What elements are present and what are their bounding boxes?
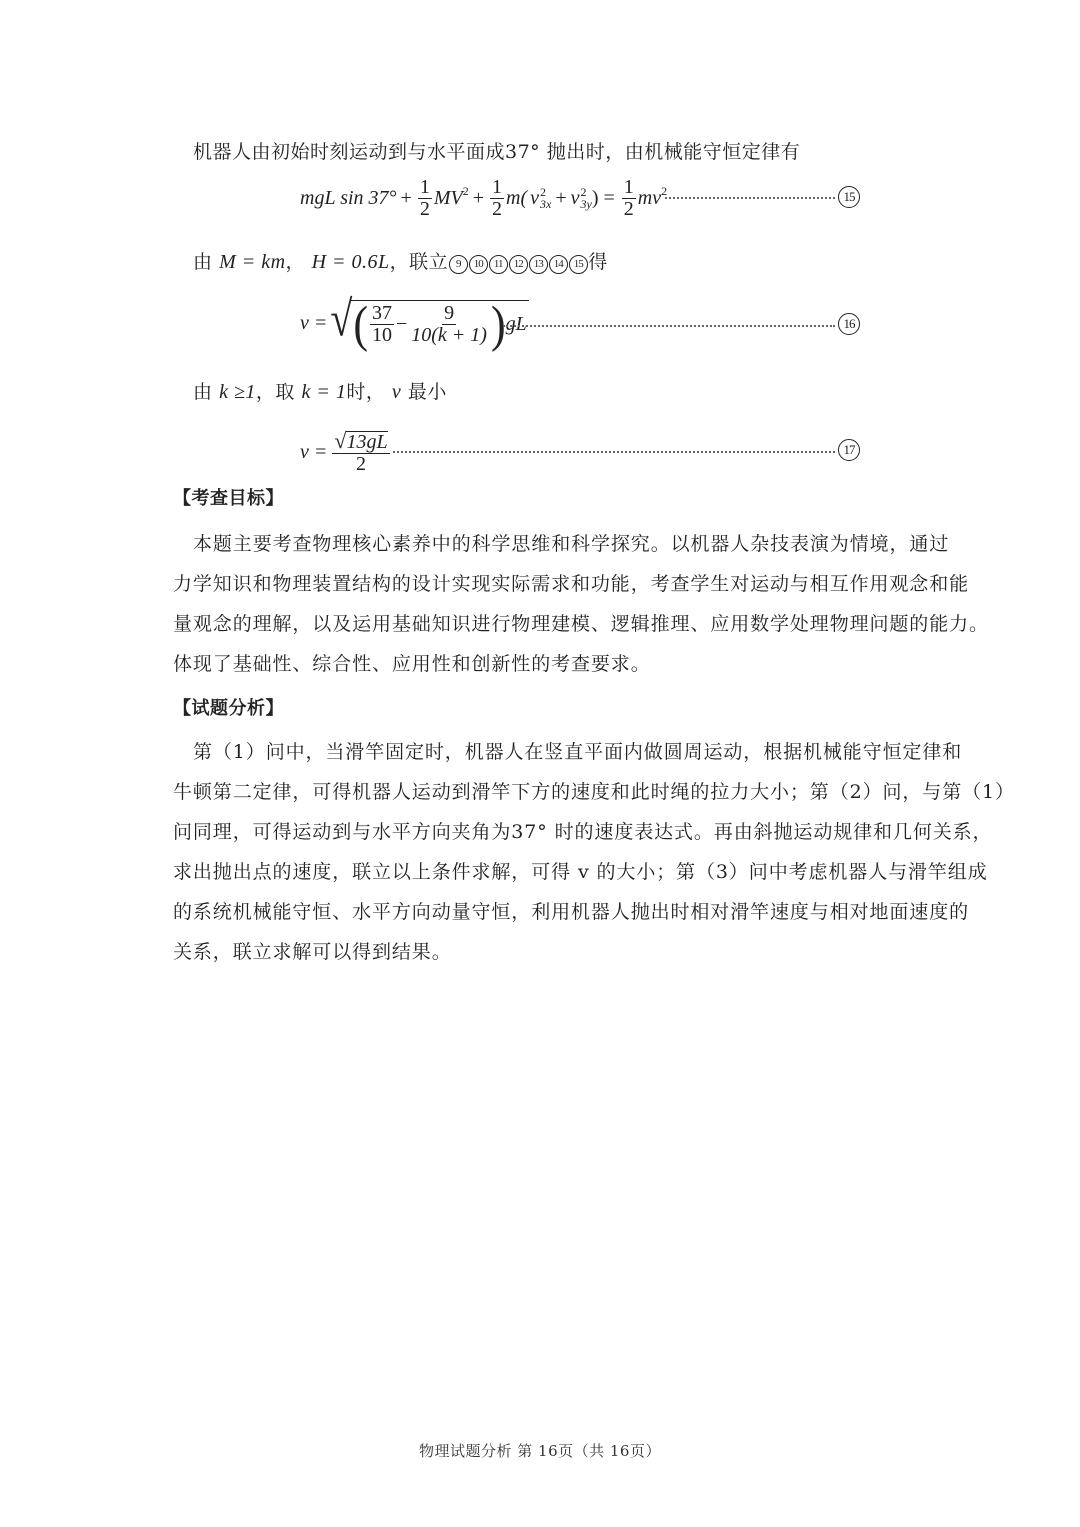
paragraph-line: 量观念的理解，以及运用基础知识进行物理建模、逻辑推理、应用数学处理物理问题的能力。 [173,613,989,635]
eq15-v3y: v [570,186,580,209]
frac-denominator: 10(k + 1) [411,324,487,346]
paragraph-line: 体现了基础性、综合性、应用性和创新性的考查要求。 [173,653,651,675]
text: ，取 [255,381,295,403]
radical-icon: √ [330,289,353,347]
left-paren: ( [353,295,368,353]
k-condition-line [193,380,447,404]
radical-icon: √ [334,428,347,454]
text: 得 [588,251,608,273]
eq15-term2-exp: 2 [462,183,469,198]
page-footer: 物理试题分析 第 16页（共 16页） [419,1442,661,1460]
eq15-equals: = [603,186,615,209]
text: 最小 [407,381,447,403]
eq15-term1: mgL sin 37° [300,186,397,209]
frac-denominator: 10 [371,324,392,346]
ref-circle: 10 [469,255,488,274]
intro-line: 机器人由初始时刻运动到与水平面成37° 抛出时，由机械能守恒定律有 [193,141,801,163]
math-v: v [391,381,402,403]
text: 时， [346,381,386,403]
frac-numerator: 9 [444,302,455,324]
eq15-plus-2: + [472,186,484,209]
leader-dots [503,323,835,327]
equation-number-16: 16 [838,313,860,335]
eq17-frac [332,429,389,474]
subscript: 3y [580,197,592,211]
eq15-plus-3: + [555,186,567,209]
eq15-v3y-indices [581,186,592,210]
paragraph-line: 牛顿第二定律，可得机器人运动到滑竿下方的速度和此时绳的拉力大小；第（2）问，与第（1） [173,781,1015,803]
superscript: 2 [580,185,587,199]
frac-denominator: 2 [492,197,502,220]
ref-circle: 11 [489,255,508,274]
ref-circle: 14 [549,255,568,274]
frac-numerator: 1 [623,175,634,198]
eq15-rhs-exp: 2 [661,183,668,198]
frac-numerator: 1 [419,175,430,198]
equation-number-17: 17 [838,439,860,461]
frac-denominator: 2 [355,452,366,475]
eq15-close-paren: ) [591,186,599,209]
equation-number-15: 15 [838,186,860,208]
paragraph-line: 力学知识和物理装置结构的设计实现实际需求和功能，考查学生对运动与相互作用观念和能 [173,573,970,595]
equation-16 [300,289,529,353]
superscript: 2 [540,185,546,199]
leader-dots [665,195,835,199]
eq16-frac-2 [409,303,489,346]
ref-circle: 12 [509,255,528,274]
text: 由 [193,381,213,403]
leader-dots [393,449,835,453]
text: ， [285,251,306,273]
eq17-lhs: v = [300,440,328,463]
paragraph-line: 关系，联立求解可以得到结果。 [173,941,452,963]
math-k-cond: k ≥1 [219,381,256,403]
eq15-rhs: mv [637,186,662,209]
eq16-lhs: v = [300,311,328,334]
eq15-v3x: v [530,186,539,209]
equation-15 [300,175,668,220]
sqrt-sign [330,289,528,353]
eq15-half-2 [490,177,504,220]
ref-circle: 9 [449,255,468,274]
text: ，联立 [389,251,449,273]
radicand: 13gL [346,430,388,453]
right-paren: ) [490,295,506,353]
eq16-tail: gL [505,313,527,335]
paragraph-line: 本题主要考查物理核心素养中的科学思维和科学探究。以机器人杂技表演为情境，通过 [193,533,950,555]
eq16-minus: − [395,313,408,335]
text: 由 [193,251,213,273]
paragraph-line: 求出抛出点的速度，联立以上条件求解，可得 v 的大小；第（3）问中考虑机器人与滑竿组成 [173,861,988,883]
math-m-eq: M = km [219,251,286,273]
frac-numerator: 1 [492,175,502,198]
eq15-term3-prefix: m( [506,186,528,209]
eq15-half-1 [418,177,432,220]
eq15-half-3 [622,177,636,220]
frac-numerator [332,429,389,453]
subscript: 3x [540,197,552,211]
ref-circle: 15 [569,255,588,274]
section-goal-body [173,524,989,684]
eq15-plus-1: + [400,186,412,209]
section-heading-analysis: 【试题分析】 [173,698,284,719]
math-k-val: k = 1 [301,381,347,403]
equation-17 [300,424,392,480]
paragraph-line: 的系统机械能守恒、水平方向动量守恒，利用机器人抛出时相对滑竿速度与相对地面速度的 [173,901,970,923]
frac-denominator: 2 [623,197,634,220]
eq15-term2: MV [433,186,463,209]
paragraph-line: 问同理，可得运动到与水平方向夹角为37° 时的速度表达式。再由斜抛运动规律和几何关系， [173,821,993,843]
section-analysis-body [173,732,1015,972]
eq15-v3x-indices [540,186,551,210]
eq16-frac-1 [370,303,394,346]
paragraph-line: 第（1）问中，当滑竿固定时，机器人在竖直平面内做圆周运动，根据机械能守恒定律和 [193,741,963,763]
ref-circle: 13 [529,255,548,274]
frac-denominator: 2 [419,197,430,220]
math-h-eq: H = 0.6L [311,251,390,273]
frac-numerator: 37 [371,302,392,324]
section-heading-goal: 【考查目标】 [173,488,284,509]
condition-line [193,250,608,274]
